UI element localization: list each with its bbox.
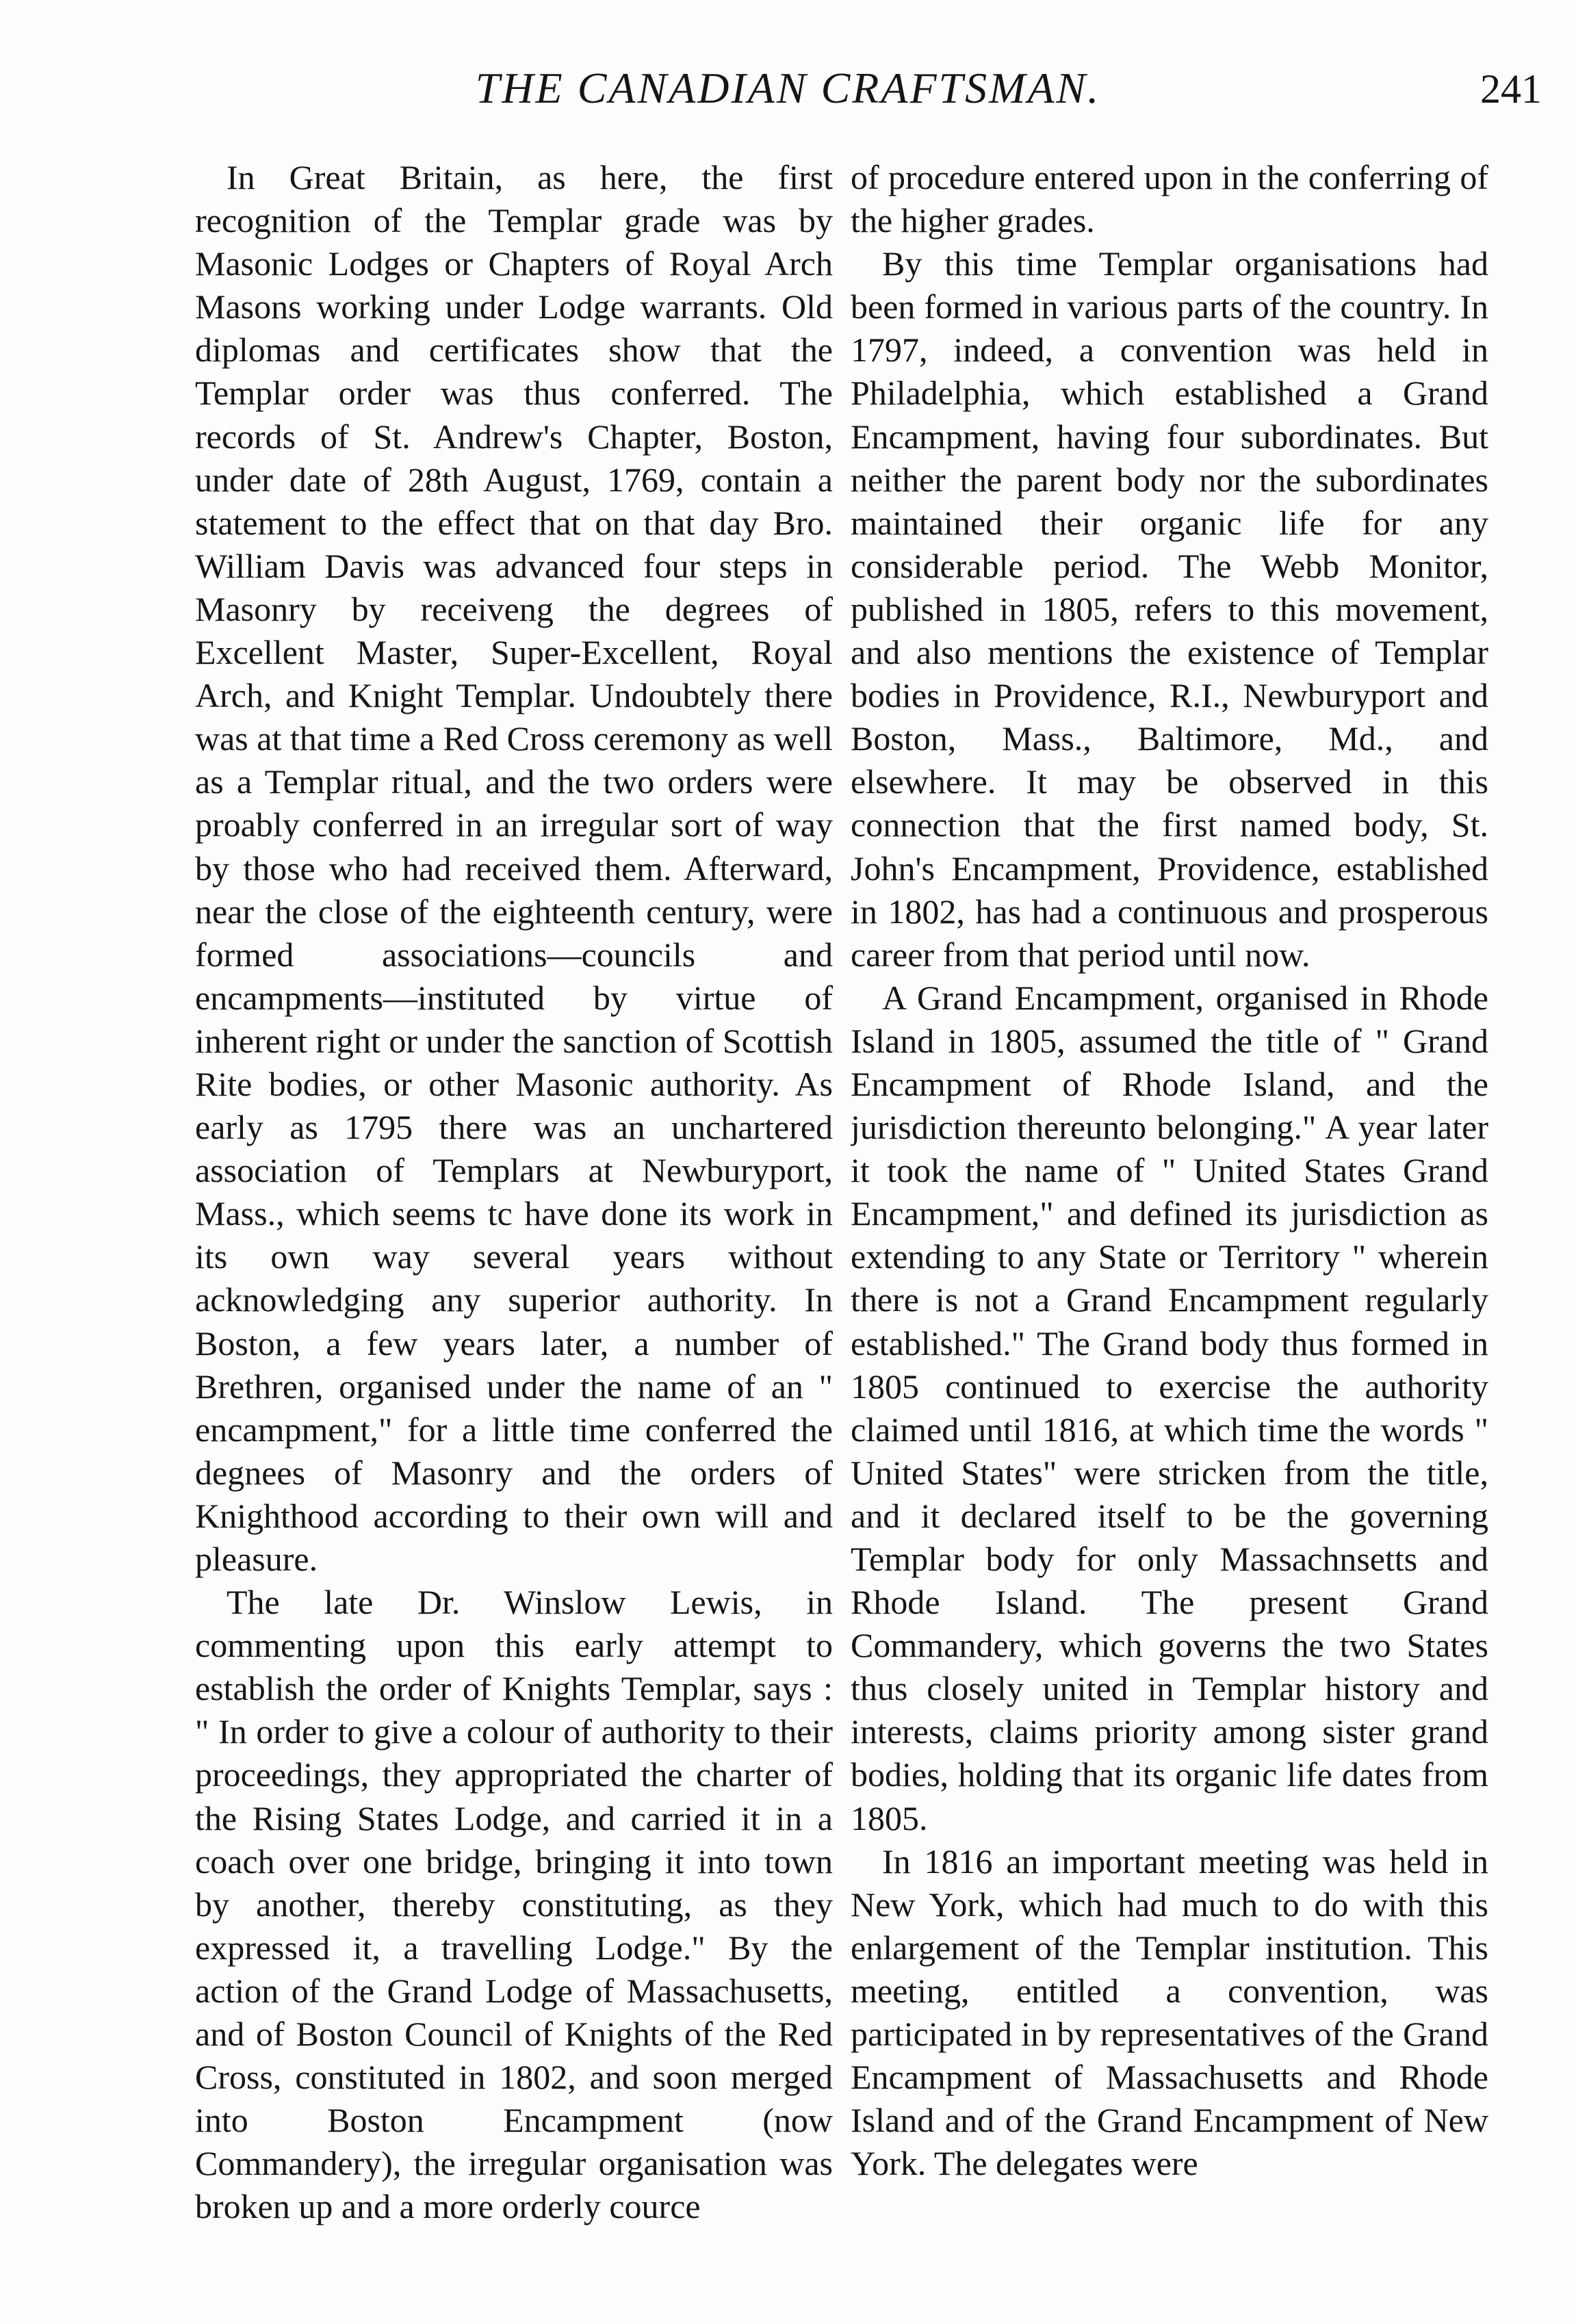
paragraph: The late Dr. Winslow Lewis, in commenting upon this early attempt to establish the order of Knights Templar, says : " In order to give a colour of authority to their proceedings, they appropriated the charter of the Rising States Lodge, and carried it in a coach over one bridge, bringing it into town by another, thereby constituting, as they expressed it, a travelling Lodge." By the action of the Grand Lodge of Massachusetts, and of Boston Council of Knights of the Red Cross, constituted in 1802, and soon merged into Boston Encampment (now Commandery), the irregular organisation was broken up and a more orderly cource bbox=[195, 1583, 833, 2226]
paragraph: In 1816 an important meeting was held in New York, which had much to do with this enlargement of the Templar institution. This meeting, entitled a convention, was participated in by representatives of the Grand Encampment of Massachusetts and Rhode Island and of the Grand Encampment of New York. The delegates were bbox=[851, 1842, 1488, 2183]
page-number: 241 bbox=[1480, 66, 1542, 112]
right-column bbox=[851, 156, 1488, 2312]
column-gutter bbox=[840, 171, 841, 2224]
paragraph: In Great Britain, as here, the first recognition of the Templar grade was by Masonic Lodges or Chapters of Royal Arch Masons working under Lodge warrants. Old diplomas and certificates show that the Templar order was thus conferred. The records of St. Andrew's Chapter, Boston, under date of 28th August, 1769, contain a statement to the effect that on that day Bro. William Davis was advanced four steps in Masonry by receiveng the degrees of Excellent Master, Super-Excellent, Royal Arch, and Knight Templar. Undoubtely there was at that time a Red Cross ceremony as well as a Templar ritual, and the two orders were proably conferred in an irregular sort of way by those who had received them. Afterward, near the close of the eighteenth century, were formed associations—councils and encampments—instituted by virtue of inherent right or under the sanction of Scottish Rite bodies, or other Masonic authority. As early as 1795 there was an unchartered association of Templars at Newburyport, Mass., which seems tc have done its work in its own way several years without acknowledging any superior authority. In Boston, a few years later, a number of Brethren, organised under the name of an " encampment," for a little time conferred the degnees of Masonry and the orders of Knighthood according to their own will and pleasure. bbox=[195, 158, 833, 1578]
paragraph: By this time Templar organisations had been formed in various parts of the country. In 1797, indeed, a convention was held in Philadelphia, which established a Grand Encampment, having four subordinates. But neither the parent body nor the subordinates maintained their organic life for any considerable period. The Webb Monitor, published in 1805, refers to this movement, and also mentions the existence of Templar bodies in Providence, R.I., Newburyport and Boston, Mass., Baltimore, Md., and elsewhere. It may be observed in this connection that the first named body, St. John's Encampment, Providence, established in 1802, has had a continuous and prosperous career from that period until now. bbox=[851, 244, 1488, 974]
running-title: THE CANADIAN CRAFTSMAN. bbox=[475, 64, 1101, 112]
paragraph: A Grand Encampment, organised in Rhode Island in 1805, assumed the title of " Grand Encampment of Rhode Island, and the jurisdiction thereunto belonging." A year later it took the name of " United States Grand Encampment," and defined its jurisdiction as extending to any State or Territory " wherein there is not a Grand Encampment regularly established." The Grand body thus formed in 1805 continued to exercise the authority claimed until 1816, at which time the words " United States" were stricken from the title, and it declared itself to be the governing Templar body for only Massachnsetts and Rhode Island. The present Grand Commandery, which governs the two States thus closely united in Templar history and interests, claims priority among sister grand bodies, holding that its organic life dates from 1805. bbox=[851, 978, 1488, 1837]
left-column bbox=[195, 156, 833, 2312]
running-header bbox=[0, 63, 1576, 138]
paragraph-continued: of procedure entered upon in the conferring of the higher grades. bbox=[851, 158, 1488, 240]
